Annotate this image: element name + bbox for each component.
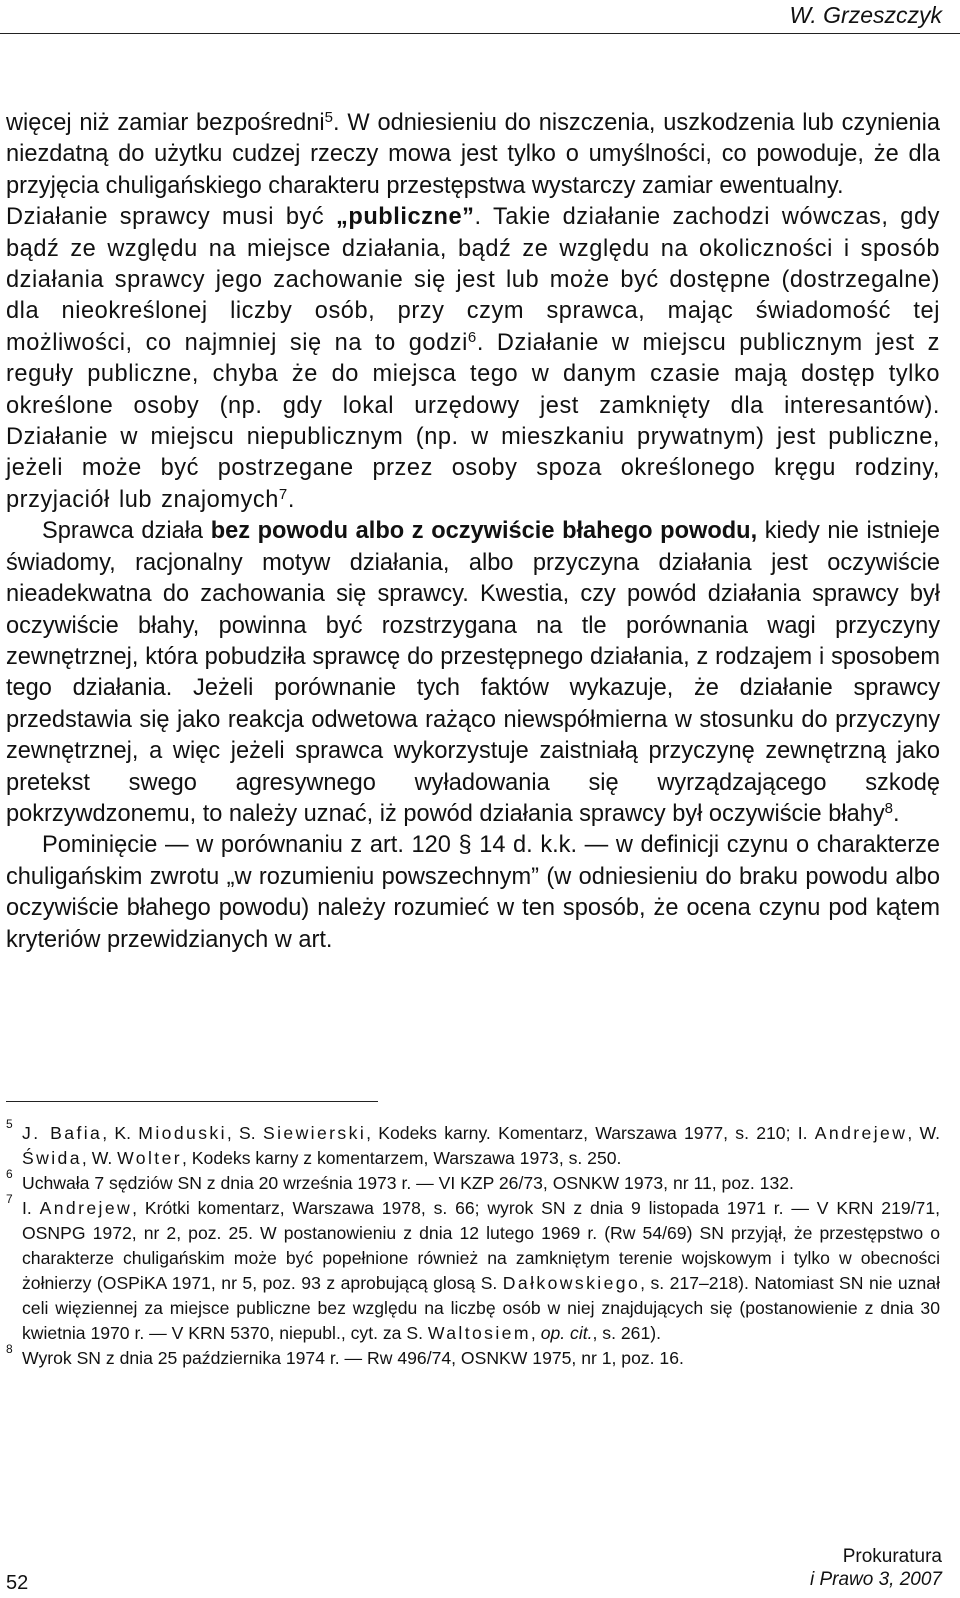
paragraph-2 <box>6 202 940 516</box>
author-name: Andrejew <box>814 1123 908 1143</box>
footnotes <box>6 1117 941 1371</box>
paragraph-1 <box>6 108 940 202</box>
paragraph-3-text-b: kiedy nie istnieje świadomy, racjonalny motyw działania, albo przyczyna działania jest oczywiście nieadekwatna do zachowania się sprawcy. Kwestia, czy powód działania sprawcy był oczywiście błahy, powinna być rozstrzygana na tle porównania wagi przyczyny zewnętrznej, która pobudziła sprawcę do przestępnego działania, z rodzajem i sposobem tego działania. Jeżeli porównanie tych faktów wykazuje, że działanie sprawcy przedstawia się jako reakcja odwetowa rażąco niewspółmierna w stosunku do przyczyny zewnętrznej, a więc jeżeli sprawca wykorzystuje zaistniałą przyczynę zewnętrzną jako pretekst swego agresywnego wyładowania się wyrządzającego szkodę pokrzywdzonemu, to należy uznać, iż powód działania sprawcy był oczywiście błahy <box>6 518 940 827</box>
footnote-text: , s. 261). <box>592 1323 661 1343</box>
citation-italic: op. cit. <box>540 1323 593 1343</box>
footnote-7 <box>6 1192 940 1346</box>
author-name: Waltosiem <box>427 1323 531 1343</box>
journal-title: Prokuratura <box>842 1546 942 1567</box>
page-number: 52 <box>6 1572 29 1594</box>
author-name: Świda <box>22 1148 82 1168</box>
footnote-text: , Kodeks karny z komentarzem, Warszawa 1973, s. 250. <box>182 1148 622 1168</box>
footnote-number: 8 <box>6 1342 13 1356</box>
footnote-ref-5[interactable]: 5 <box>324 109 333 126</box>
footnote-text: Uchwała 7 sędziów SN z dnia 20 września 1973 r. — VI KZP 26/73, OSNKW 1973, nr 11, poz. 132. <box>22 1173 794 1193</box>
paragraph-2-text-b: . Takie działanie zachodzi wówczas, gdy bądź ze względu na miejsce działania, bądź ze względu na okoliczności i sposób działania sprawcy jego zachowanie się jest lub może być dostępne (dostrzegalne) dla nieokreślonej liczby osób, przy czym sprawca, mając świadomość tej możliwości, co najmniej się na to godzi <box>6 204 940 356</box>
footnote-5 <box>6 1117 941 1171</box>
author-name: Siewierski <box>262 1123 367 1143</box>
header-rule <box>0 33 960 34</box>
footnote-separator <box>6 1101 378 1102</box>
footnote-text: , <box>530 1323 541 1343</box>
paragraph-3 <box>6 516 940 830</box>
author-name: J. Bafia <box>22 1123 103 1143</box>
journal-footer <box>810 1545 942 1591</box>
footnote-text: , Krótki komentarz, Warszawa 1978, s. 66; wyrok SN z dnia 9 listopada 1971 r. — V KRN 219/71, OSNPG 1972, nr 2, poz. 25. W postanowieniu z dnia 12 lutego 1969 r. (Rw 54/69) SN przyjął, że przestępstwo o charakterze chuligańskim może być popełnione również na zamkniętym terenie wojskowym i tylko w obecności żołnierzy (OSPiKA 1971, nr 5, poz. 93 z aprobującą glosą S. <box>22 1198 940 1293</box>
paragraph-2-text-c: . Działanie w miejscu publicznym jest z reguły publiczne, chyba że do miejsca tego w danym czasie mają dostęp tylko określone osoby (np. gdy lokal urzędowy jest zamknięty dla interesantów). Działanie w miejscu niepublicznym (np. w mieszkaniu prywatnym) jest publiczne, jeżeli może być postrzegane przez osoby spoza określonego kręgu rodziny, przyjaciół lub znajomych <box>6 329 940 513</box>
paragraph-3-text-a: Sprawca działa <box>42 518 211 545</box>
footnote-number: 5 <box>6 1117 13 1131</box>
running-header-author: W. Grzeszczyk <box>789 2 942 28</box>
author-name: Wolter <box>117 1148 183 1168</box>
footnote-text: , K. <box>102 1123 139 1143</box>
footnote-number: 6 <box>6 1167 13 1181</box>
author-name: Mioduski <box>138 1123 227 1143</box>
paragraph-3-bold-term: bez powodu albo z oczywiście błahego powodu, <box>210 518 758 545</box>
footnote-6 <box>6 1167 940 1196</box>
paragraph-2-text-d: . <box>287 486 295 513</box>
footnote-text: , W. <box>907 1123 941 1143</box>
footnote-text: , W. <box>81 1148 118 1168</box>
journal-issue: i Prawo 3, 2007 <box>809 1569 942 1590</box>
footnote-text: , S. <box>226 1123 263 1143</box>
footnote-text: , Kodeks karny. Komentarz, Warszawa 1977, s. 210; I. <box>366 1123 815 1143</box>
paragraph-2-text-a: Działanie sprawcy musi być <box>6 204 337 231</box>
paragraph-2-bold-term: „publiczne” <box>336 204 475 231</box>
footnote-number: 7 <box>6 1192 13 1206</box>
footnote-text: I. <box>22 1198 40 1218</box>
footnote-text: , s. 217–218). Natomiast SN nie uznał celi więziennej za miejsce publiczne bez względu na liczbę osób w niej znajdujących się (postanowienie z dnia 30 kwietnia 1970 r. — V KRN 5370, niepubl., cyt. za S. <box>22 1273 940 1343</box>
paragraph-3-text-c: . <box>892 800 900 827</box>
footnote-ref-7[interactable]: 7 <box>278 485 288 503</box>
paragraph-1-text-a: więcej niż zamiar bezpośredni <box>6 110 325 136</box>
footnote-ref-6[interactable]: 6 <box>467 328 477 346</box>
author-name: Dałkowskiego <box>502 1273 641 1293</box>
footnote-8 <box>6 1342 940 1371</box>
paragraph-1-text-b: . W odniesieniu do niszczenia, uszkodzenia lub czynienia niezdatną do użytku cudzej rzeczy mowa jest tylko o umyślności, co powoduje, że dla przyjęcia chuligańskiego charakteru przestępstwa wystarczy zamiar ewentualny. <box>6 110 940 199</box>
footnote-ref-8[interactable]: 8 <box>884 799 893 817</box>
main-text <box>6 108 940 956</box>
author-name: Andrejew <box>39 1198 133 1218</box>
paragraph-4: Pominięcie — w porównaniu z art. 120 § 14 d. k.k. — w definicji czynu o charakterze chuligańskim zwrotu „w rozumieniu powszechnym” (w odniesieniu do braku powodu albo oczywiście błahego powodu) należy rozumieć w ten sposób, że ocena czynu pod kątem kryteriów przewidzianych w art. <box>6 832 940 953</box>
footnote-text: Wyrok SN z dnia 25 października 1974 r. — Rw 496/74, OSNKW 1975, nr 1, poz. 16. <box>22 1348 684 1368</box>
